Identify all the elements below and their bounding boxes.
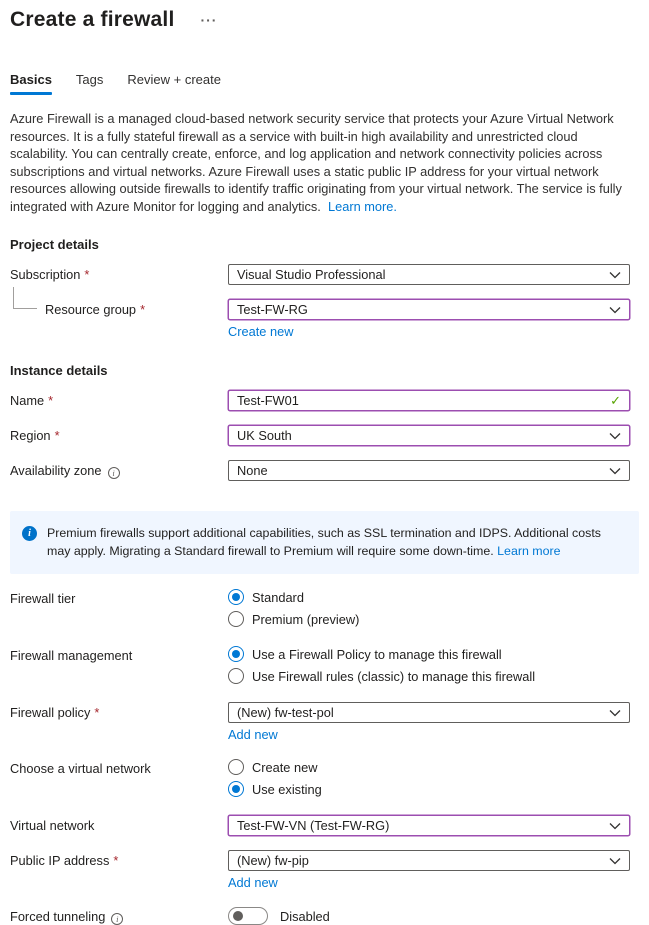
chevron-down-icon [609, 306, 621, 314]
chevron-down-icon [609, 432, 621, 440]
forced-tunneling-toggle[interactable] [228, 907, 268, 925]
firewall-tier-label: Firewall tier [10, 591, 76, 607]
valid-check-icon: ✓ [610, 392, 621, 408]
public-ip-dropdown[interactable]: (New) fw-pip [228, 850, 630, 871]
toggle-state-label: Disabled [280, 908, 330, 924]
wizard-tabs [10, 72, 639, 96]
forced-tunneling-label: Forced tunneling i [10, 906, 228, 925]
resource-group-row [10, 299, 639, 341]
availability-zone-row [10, 460, 639, 481]
premium-info-banner [10, 511, 639, 574]
radio-create-new-vnet[interactable]: Create new [228, 759, 630, 775]
virtual-network-row [10, 815, 639, 836]
virtual-network-choice-label: Choose a virtual network [10, 761, 151, 777]
name-input[interactable]: Test-FW01 ✓ [228, 390, 630, 411]
required-asterisk: * [84, 267, 90, 283]
required-asterisk: * [94, 705, 100, 721]
page-header [10, 8, 639, 32]
tab-tags[interactable]: Tags [75, 72, 104, 87]
intro-paragraph [10, 110, 639, 215]
subscription-label: Subscription * [10, 267, 90, 283]
intro-text: Azure Firewall is a managed cloud-based network security service that protects your Azure Virtual Network resources. It is a fully stateful firewall as a service with built-in high availability and unrestricted cloud scalability. You can centrally create, enforce, and log application and network connectivity policies across subscriptions and virtual networks. Azure Firewall uses a static public IP address for your virtual network resources allowing outside firewalls to identify traffic originating from your virtual network. The service is fully integrated with Azure Monitor for logging and analytics. [10, 111, 622, 214]
firewall-policy-dropdown[interactable]: (New) fw-test-pol [228, 702, 630, 723]
page-title: Create a firewall [10, 8, 175, 31]
region-row [10, 425, 639, 446]
radio-unselected-icon [228, 611, 244, 627]
subscription-dropdown[interactable]: Visual Studio Professional [228, 264, 630, 285]
radio-use-firewall-policy[interactable]: Use a Firewall Policy to manage this firewall [228, 646, 630, 662]
radio-unselected-icon [228, 759, 244, 775]
firewall-policy-row [10, 702, 639, 744]
add-new-public-ip-link[interactable]: Add new [228, 875, 278, 891]
availability-zone-dropdown[interactable]: None [228, 460, 630, 481]
info-icon[interactable]: i [108, 467, 120, 479]
region-dropdown[interactable]: UK South [228, 425, 630, 446]
hierarchy-connector-line [13, 287, 37, 309]
required-asterisk: * [140, 302, 146, 318]
required-asterisk: * [48, 393, 54, 409]
subscription-row [10, 264, 639, 285]
create-new-resource-group-link[interactable]: Create new [228, 324, 294, 340]
info-icon[interactable]: i [111, 913, 123, 925]
radio-unselected-icon [228, 668, 244, 684]
radio-selected-icon [228, 646, 244, 662]
firewall-tier-row [10, 588, 639, 627]
banner-text: Premium firewalls support additional capabilities, such as SSL termination and IDPS. Additional costs may apply. Migrating a Standard firewall to Premium will require some down-time. Learn more [47, 526, 601, 558]
region-label: Region * [10, 428, 60, 444]
chevron-down-icon [609, 822, 621, 830]
radio-premium-preview[interactable]: Premium (preview) [228, 611, 630, 627]
learn-more-link[interactable]: Learn more. [327, 198, 397, 214]
chevron-down-icon [609, 467, 621, 475]
radio-use-firewall-rules-classic[interactable]: Use Firewall rules (classic) to manage this firewall [228, 668, 630, 684]
required-asterisk: * [113, 853, 119, 869]
toggle-knob [233, 911, 243, 921]
availability-zone-label: Availability zone i [10, 460, 228, 479]
banner-learn-more-link[interactable]: Learn more [497, 543, 561, 558]
name-row [10, 390, 639, 411]
public-ip-row [10, 850, 639, 892]
info-filled-icon: i [22, 526, 37, 541]
public-ip-label: Public IP address * [10, 853, 119, 869]
resource-group-label: Resource group * [10, 299, 228, 317]
section-instance-details: Instance details [10, 363, 108, 379]
tab-review-create[interactable]: Review + create [127, 72, 221, 87]
firewall-management-label: Firewall management [10, 648, 133, 664]
section-project-details: Project details [10, 237, 99, 253]
required-asterisk: * [54, 428, 60, 444]
chevron-down-icon [609, 271, 621, 279]
name-label: Name * [10, 393, 54, 409]
resource-group-dropdown[interactable]: Test-FW-RG [228, 299, 630, 320]
virtual-network-label: Virtual network [10, 818, 95, 834]
forced-tunneling-row [10, 906, 639, 925]
radio-use-existing-vnet[interactable]: Use existing [228, 781, 630, 797]
add-new-firewall-policy-link[interactable]: Add new [228, 727, 278, 743]
chevron-down-icon [609, 709, 621, 717]
virtual-network-dropdown[interactable]: Test-FW-VN (Test-FW-RG) [228, 815, 630, 836]
virtual-network-choice-row [10, 758, 639, 797]
chevron-down-icon [609, 857, 621, 865]
firewall-policy-label: Firewall policy * [10, 705, 100, 721]
firewall-management-row [10, 645, 639, 684]
more-options-icon[interactable]: ··· [200, 12, 218, 28]
tab-basics[interactable]: Basics [10, 72, 52, 95]
radio-selected-icon [228, 589, 244, 605]
radio-standard[interactable]: Standard [228, 589, 630, 605]
radio-selected-icon [228, 781, 244, 797]
